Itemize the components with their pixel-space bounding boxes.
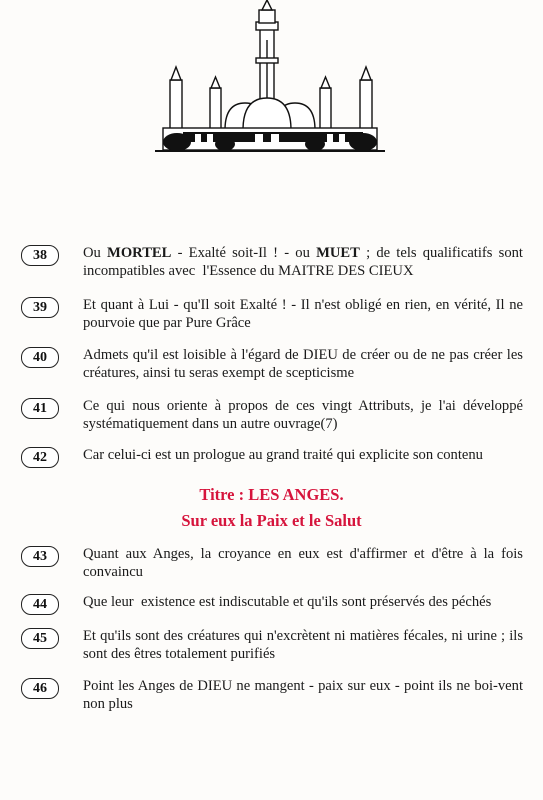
section-title-line-1: Titre : LES ANGES.	[199, 485, 344, 504]
verse-text: Car celui-ci est un prologue au grand traité qui explicite son contenu	[83, 447, 483, 463]
verse-number: 40	[21, 347, 59, 368]
verse-text: Et qu'ils sont des créatures qui n'excrètent ni matières fécales, ni urine ; ils sont des êtres totalement purifiés	[83, 628, 523, 662]
verse-number: 38	[21, 245, 59, 266]
verse-text: Admets qu'il est loisible à l'égard de DIEU de créer ou de ne pas créer les créatures, ainsi tu seras exempt de scepticisme	[83, 347, 523, 381]
verse-number: 43	[21, 546, 59, 567]
verse-text: Et quant à Lui - qu'Il soit Exalté ! - Il n'est obligé en rien, en vérité, Il ne pourvoie que par Pure Grâce	[83, 297, 523, 331]
mosque-illustration	[155, 0, 385, 160]
verse-number: 39	[21, 297, 59, 318]
verse-text: Que leur existence est indiscutable et qu'ils sont préservés des péchés	[83, 594, 492, 610]
verse-text: Ou MORTEL - Exalté soit-Il ! - ou MUET ; de tels qualificatifs sont incompatibles avec l'Essence du MAITRE DES CIEUX	[83, 245, 523, 279]
verse-text: Quant aux Anges, la croyance en eux est d'affirmer et d'être à la fois convaincu	[83, 546, 523, 580]
verse-number: 46	[21, 678, 59, 699]
verse-number: 44	[21, 594, 59, 615]
verse-number: 41	[21, 398, 59, 419]
verse-text: Ce qui nous oriente à propos de ces vingt Attributs, je l'ai développé systématiquement dans un autre ouvrage(7)	[83, 398, 523, 432]
verse-number: 45	[21, 628, 59, 649]
verse-number: 42	[21, 447, 59, 468]
verse-text: Point les Anges de DIEU ne mangent - paix sur eux - point ils ne boi-vent non plus	[83, 678, 523, 712]
section-title-line-2: Sur eux la Paix et le Salut	[181, 511, 362, 530]
